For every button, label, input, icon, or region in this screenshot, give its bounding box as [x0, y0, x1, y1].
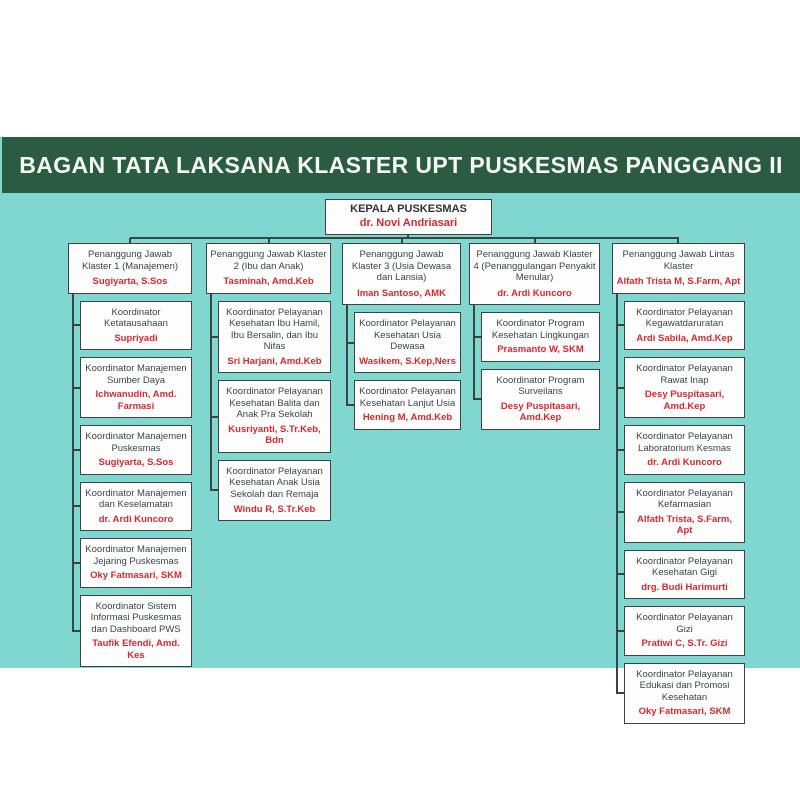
- sub-title: Koordinator Pelayanan Kefarmasian: [636, 487, 733, 511]
- sub-name: Alfath Trista, S.Farm, Apt: [636, 513, 733, 537]
- sub-title: Koordinator Manajemen Sumber Daya: [85, 363, 187, 386]
- sub-box: [624, 301, 745, 351]
- column: [206, 243, 331, 521]
- sub-name: Wasikem, S.Kep,Ners: [359, 355, 456, 367]
- head-box: [68, 243, 192, 294]
- sub-name: Kusriyanti, S.Tr.Keb, Bdn: [228, 423, 321, 447]
- sub-box: [80, 482, 192, 532]
- sub-name: Supriyadi: [114, 332, 158, 344]
- column: [68, 243, 192, 667]
- sub-title: Koordinator Manajemen dan Keselamatan: [85, 487, 187, 511]
- head-name: dr. Ardi Kuncoro: [497, 287, 572, 299]
- sub-box: [80, 301, 192, 351]
- sub-title: Koordinator Pelayanan Gizi: [636, 612, 733, 635]
- column: [469, 243, 600, 430]
- sub-list: [354, 305, 461, 430]
- sub-box: [218, 301, 331, 374]
- sub-name: Desy Puspitasari, Amd.Kep: [500, 400, 581, 424]
- page-title: BAGAN TATA LAKSANA KLASTER UPT PUSKESMAS PANGGANG II: [19, 151, 783, 178]
- sub-title: Koordinator Pelayanan Kesehatan Gigi: [636, 555, 733, 579]
- sub-name: Pratiwi C, S.Tr. Gizi: [641, 638, 728, 650]
- sub-title: Koordinator Pelayanan Kesehatan Ibu Hamil, Ibu Bersalin, dan Ibu Nifas: [226, 306, 323, 353]
- sub-box: [80, 538, 192, 588]
- sub-title: Koordinator Pelayanan Rawat Inap: [636, 363, 733, 386]
- head-title: Penanggung Jawab Klaster 3 (Usia Dewasa dan Lansia): [351, 249, 452, 284]
- head-name: Sugiyarta, S.Sos: [92, 276, 168, 288]
- sub-title: Koordinator Manajemen Jejaring Puskesmas: [85, 544, 187, 567]
- head-box: [206, 243, 331, 294]
- sub-title: Koordinator Manajemen Puskesmas: [85, 431, 187, 454]
- column: [342, 243, 461, 430]
- sub-box: [624, 550, 745, 600]
- sub-title: Koordinator Program Surveilans: [496, 374, 585, 398]
- sub-name: drg. Budi Harimurti: [641, 581, 728, 593]
- sub-name: Prasmanto W, SKM: [497, 344, 584, 356]
- sub-box: [624, 606, 745, 656]
- header-banner: [2, 137, 800, 193]
- sub-title: Koordinator Program Kesehatan Lingkungan: [491, 318, 590, 341]
- sub-box: [624, 663, 745, 724]
- sub-title: Koordinator Pelayanan Kegawatdaruratan: [636, 306, 733, 330]
- sub-name: dr. Ardi Kuncoro: [647, 457, 722, 469]
- sub-name: Oky Fatmasari, SKM: [638, 706, 731, 718]
- sub-box: [80, 595, 192, 668]
- sub-name: Sri Harjani, Amd.Keb: [227, 355, 322, 367]
- head-title: Penanggung Jawab Klaster 1 (Manajemen): [81, 249, 179, 272]
- root-title: KEPALA PUSKESMAS: [350, 203, 467, 215]
- head-title: Penanggung Jawab Klaster 2 (Ibu dan Anak): [210, 249, 327, 272]
- sub-title: Koordinator Pelayanan Edukasi dan Promosi Kesehatan: [636, 668, 733, 703]
- head-name: Iman Santoso, AMK: [357, 287, 446, 299]
- sub-list: [218, 294, 331, 521]
- sub-name: Ardi Sabila, Amd.Kep: [636, 332, 733, 344]
- sub-box: [624, 482, 745, 543]
- sub-name: Oky Fatmasari, SKM: [90, 570, 182, 582]
- sub-title: Koordinator Pelayanan Kesehatan Anak Usia Sekolah dan Remaja: [226, 465, 323, 500]
- sub-box: [354, 312, 461, 373]
- column: [612, 243, 745, 724]
- sub-box: [218, 460, 331, 521]
- sub-name: Taufik Efendi, Amd. Kes: [92, 638, 180, 661]
- sub-box: [624, 425, 745, 475]
- sub-title: Koordinator Sistem Informasi Puskesmas dan Dashboard PWS: [90, 600, 182, 635]
- sub-title: Koordinator Ketatausahaan: [104, 306, 168, 330]
- sub-box: [218, 380, 331, 453]
- sub-box: [481, 312, 600, 362]
- sub-title: Koordinator Pelayanan Laboratorium Kesmas: [636, 431, 733, 454]
- sub-title: Koordinator Pelayanan Kesehatan Lanjut Usia: [359, 386, 456, 409]
- connector-top-horizontal: [130, 237, 679, 239]
- sub-name: Windu R, S.Tr.Keb: [233, 503, 316, 515]
- sub-list: [624, 294, 745, 724]
- sub-title: Koordinator Pelayanan Kesehatan Balita dan Anak Pra Sekolah: [226, 386, 323, 421]
- sub-name: dr. Ardi Kuncoro: [98, 513, 174, 525]
- sub-name: Ichwanudin, Amd. Farmasi: [95, 389, 177, 412]
- sub-box: [354, 380, 461, 430]
- sub-box: [80, 425, 192, 475]
- head-title: Penanggung Jawab Klaster 4 (Penanggulangan Penyakit Menular): [473, 249, 596, 284]
- head-name: Tasminah, Amd.Keb: [223, 276, 314, 288]
- head-title: Penanggung Jawab Lintas Klaster: [622, 249, 735, 272]
- sub-box: [624, 357, 745, 418]
- sub-box: [481, 369, 600, 430]
- sub-box: [80, 357, 192, 418]
- head-box: [612, 243, 745, 294]
- sub-list: [80, 294, 192, 668]
- head-name: Alfath Trista M, S.Farm, Apt: [616, 276, 741, 288]
- sub-name: Desy Puspitasari, Amd.Kep: [644, 389, 725, 412]
- root-name: dr. Novi Andriasari: [359, 217, 458, 230]
- sub-name: Hening M, Amd.Keb: [362, 412, 453, 424]
- head-box: [469, 243, 600, 305]
- sub-name: Sugiyarta, S.Sos: [98, 457, 174, 469]
- sub-list: [481, 305, 600, 429]
- head-box: [342, 243, 461, 305]
- root-box: [325, 199, 492, 235]
- sub-title: Koordinator Pelayanan Kesehatan Usia Dewasa: [359, 318, 456, 353]
